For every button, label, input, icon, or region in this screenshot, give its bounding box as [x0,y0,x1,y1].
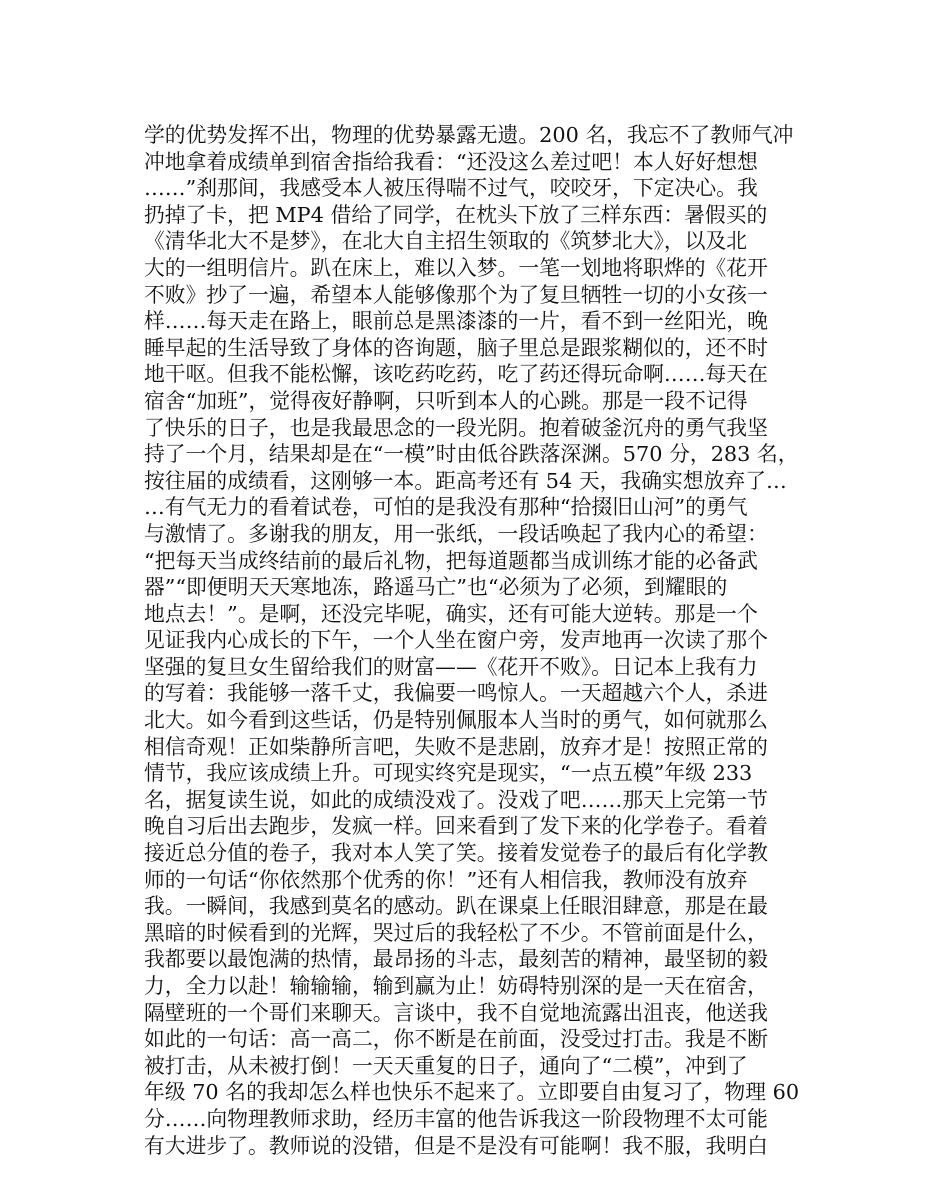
text-line: 的写着：我能够一落千丈，我偏要一鸣惊人。一天超越六个人，杀进 [144,681,768,706]
text-line: 我。一瞬间，我感到莫名的感动。趴在课桌上任眼泪肆意，那是在最 [144,894,768,919]
text-line: 相信奇观！正如柴静所言吧，失败不是悲剧，放弃才是！按照正常的 [144,734,768,759]
text-line: 睡早起的生活导致了身体的咨询题，脑子里总是跟浆糊似的，还不时 [144,335,768,360]
text-line: 我都要以最饱满的热情，最昂扬的斗志，最刻苦的精神，最坚韧的毅 [144,947,768,972]
text-line: 晚自习后出去跑步，发疯一样。回来看到了发下来的化学卷子。看着 [144,814,768,839]
text-line: “把每天当成终结前的最后礼物，把每道题都当成训练才能的必备武 [144,548,758,573]
text-line: 按往届的成绩看，这刚够一本。距高考还有 54 天，我确实想放弃了… [144,468,787,493]
text-line: 隔壁班的一个哥们来聊天。言谈中，我不自觉地流露出沮丧，他送我 [144,1000,768,1025]
text-line: 与激情了。多谢我的朋友，用一张纸，一段话唤起了我内心的希望： [144,521,768,546]
text-line: 冲地拿着成绩单到宿舍指给我看：“还没这么差过吧！本人好好想想 [144,149,758,174]
text-line: 年级 70 名的我却怎么样也快乐不起来了。立即要自由复习了，物理 60 [144,1080,800,1105]
text-line: 情节，我应该成绩上升。可现实终究是现实，“一点五模”年级 233 [144,761,753,786]
text-line: 地点去！”。是啊，还没完毕呢，确实，还有可能大逆转。那是一个 [144,601,758,626]
body-text [144,122,814,1159]
text-line: ……”刹那间，我感受本人被压得喘不过气，咬咬牙，下定决心。我 [144,176,758,201]
text-line: 北大。如今看到这些话，仍是特别佩服本人当时的勇气，如何就那么 [144,708,768,733]
text-line: 分……向物理教师求助，经历丰富的他告诉我这一阶段物理不太可能 [144,1106,768,1131]
text-line: 地干呕。但我不能松懈，该吃药吃药，吃了药还得玩命啊……每天在 [144,362,768,387]
text-line: 力，全力以赴！输输输，输到赢为止！妨碍特别深的是一天在宿舍， [144,974,768,998]
text-line: 见证我内心成长的下午，一个人坐在窗户旁，发声地再一次读了那个 [144,628,768,653]
text-line: 坚强的复旦女生留给我们的财富——《花开不败》。日记本上我有力 [144,654,758,679]
text-line: 名，据复读生说，如此的成绩没戏了。没戏了吧……那天上完第一节 [144,787,768,812]
text-line: 有大进步了。教师说的没错，但是不是没有可能啊！我不服，我明白 [144,1133,768,1158]
text-line: 被打击，从未被打倒！一天天重复的日子，通向了“二模”，冲到了 [144,1053,748,1078]
text-line: 扔掉了卡，把 MP4 借给了同学，在枕头下放了三样东西：暑假买的 [144,202,768,227]
text-line: 不败》抄了一遍，希望本人能够像那个为了复旦牺牲一切的小女孩一 [144,282,768,307]
text-line: 如此的一句话：高一高二，你不断是在前面，没受过打击。我是不断 [144,1027,768,1052]
text-line: 宿舍“加班”，觉得夜好静啊，只听到本人的心跳。那是一段不记得 [144,388,748,413]
text-line: 接近总分值的卷子，我对本人笑了笑。接着发觉卷子的最后有化学教 [144,841,768,866]
text-line: 师的一句话“你依然那个优秀的你！”还有人相信我，教师没有放弃 [144,867,748,892]
text-line: 大的一组明信片。趴在床上，难以入梦。一笔一划地将职烨的《花开 [144,255,768,280]
text-line: 学的优势发挥不出，物理的优势暴露无遗。200 名，我忘不了教师气冲 [144,123,794,147]
text-line: 了快乐的日子，也是我最思念的一段光阴。抱着破釜沉舟的勇气我坚 [144,415,768,440]
text-line: 器”“即便明天天寒地冻，路遥马亡”也“必须为了必须，到耀眼的 [144,575,728,600]
text-line: 黑暗的时候看到的光辉，哭过后的我轻松了不少。不管前面是什么， [144,920,768,945]
text-line: 《清华北大不是梦》，在北大自主招生领取的《筑梦北大》，以及北 [144,229,748,254]
text-line: …有气无力的看着试卷，可怕的是我没有那种“拾掇旧山河”的勇气 [144,495,748,520]
text-line: 持了一个月，结果却是在“一模”时由低谷跌落深渊。570 分，283 名， [144,442,799,467]
text-line: 样……每天走在路上，眼前总是黑漆漆的一片，看不到一丝阳光，晚 [144,309,768,334]
